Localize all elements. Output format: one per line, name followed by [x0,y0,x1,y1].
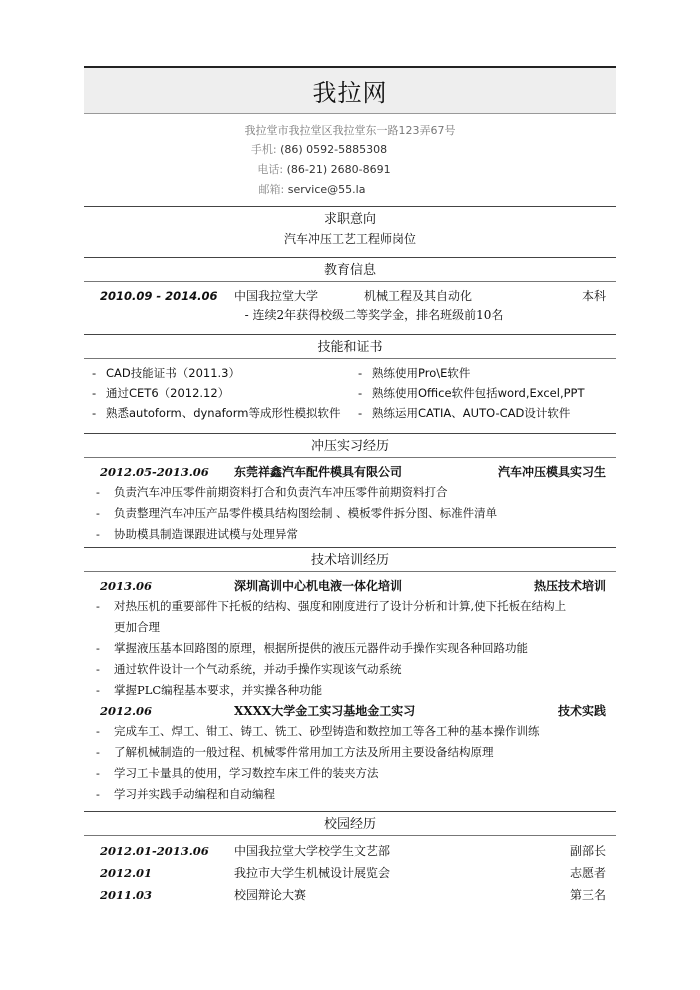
list-item: - 协助模具制造课跟进试模与处理异常 [96,527,298,541]
education-degree: 本科 [581,289,606,303]
campus-role: 第三名 [569,888,606,902]
tel-line [32,160,616,180]
education-section [84,257,616,324]
campus-date: 2011.03 [100,888,153,902]
internship-section [84,433,616,545]
campus-row [84,884,616,906]
list-item: - 完成车工、焊工、钳工、铸工、铣工、砂型铸造和数控加工等各工种的基本操作训练 [96,724,540,738]
list-item: 更加合理 [114,620,160,634]
name-header [84,66,616,114]
campus-row [84,862,616,884]
divider [84,358,616,359]
skills-left-list [84,363,350,423]
education-school: 中国我拉堂大学 [234,289,319,303]
objective-section [84,206,616,249]
training-list [84,596,616,701]
training-date: 2012.06 [100,704,153,718]
campus-section [84,811,616,906]
email-label: 邮箱: [258,183,285,196]
list-item: - 学习并实践手动编程和自动编程 [96,787,275,801]
campus-date: 2012.01-2013.06 [100,844,209,858]
candidate-name: 我拉网 [312,79,388,107]
skill-item: - 熟练使用Pro\E软件 [358,366,471,380]
training-list [84,721,616,805]
list-item: - 负责汽车冲压零件前期资料打合和负责汽车冲压零件前期资料打合 [96,485,448,499]
phone-line [22,140,616,160]
list-item: - 掌握PLC编程基本要求，并实操各种功能 [96,683,323,697]
list-item: - 学习工卡量具的使用，学习数控车床工件的装夹方法 [96,766,379,780]
training-role: 技术实践 [557,704,606,718]
list-item: - 对热压机的重要部件下托板的结构、强度和刚度进行了设计分析和计算,使下托板在结构上 [96,599,567,613]
skills-grid [84,363,616,423]
education-title: 教育信息 [323,263,376,278]
training-org: XXXX大学金工实习基地金工实习 [234,704,416,718]
skill-item: - 熟练使用Office软件包括word,Excel,PPT [358,386,585,400]
training-date: 2013.06 [100,579,153,593]
contact-block [84,122,616,200]
tel-label: 电话: [257,163,284,176]
education-note: - 连续2年获得校级二等奖学金，排名班级前10名 [244,308,504,322]
list-item: - 掌握液压基本回路图的原理，根据所提供的液压元器件动手操作实现各种回路功能 [96,641,528,655]
objective-title: 求职意向 [323,212,376,227]
internship-list [84,482,616,545]
phone-value: (86) 0592-5885308 [280,143,388,156]
internship-title: 冲压实习经历 [310,439,389,454]
divider [84,835,616,836]
education-major: 机械工程及其自动化 [364,289,473,303]
list-item: - 负责整理汽车冲压产品零件模具结构图绘制 、模板零件拆分图、标准件清单 [96,506,498,520]
campus-date: 2012.01 [100,866,153,880]
training-section [84,547,616,805]
address: 我拉堂市我拉堂区我拉堂东一路123弄67号 [244,124,456,137]
campus-org: 我拉市大学生机械设计展览会 [234,866,391,880]
email-line [8,180,616,200]
skill-item: - 熟悉autoform、dynaform等成形性模拟软件 [92,406,341,420]
campus-title: 校园经历 [323,817,376,832]
training-org: 深圳高训中心机电液一体化培训 [234,579,403,593]
skill-item: - CAD技能证书（2011.3） [92,366,240,380]
campus-row [84,840,616,862]
divider [84,457,616,458]
internship-date: 2012.05-2013.06 [100,465,209,479]
campus-org: 校园辩论大赛 [234,888,307,902]
objective-text: 汽车冲压工艺工程师岗位 [283,232,416,246]
list-item: - 通过软件设计一个气动系统，并动手操作实现该气动系统 [96,662,402,676]
tel-value: (86-21) 2680-8691 [286,163,391,176]
divider [84,571,616,572]
resume-page [84,66,616,906]
skills-title: 技能和证书 [317,340,383,355]
internship-company: 东莞祥鑫汽车配件模具有限公司 [234,465,403,479]
education-date: 2010.09 - 2014.06 [100,289,218,303]
skills-section [84,334,616,423]
training-title: 技术培训经历 [310,553,389,568]
list-item: - 了解机械制造的一般过程、机械零件常用加工方法及所用主要设备结构原理 [96,745,494,759]
skills-right-list [350,363,616,423]
phone-label: 手机: [250,143,277,156]
internship-role: 汽车冲压模具实习生 [497,465,606,479]
email-value: service@55.la [287,183,366,196]
education-row [84,286,616,306]
campus-role: 副部长 [569,844,606,858]
training-row [84,701,616,721]
skill-item: - 熟练运用CATIA、AUTO-CAD设计软件 [358,406,571,420]
campus-org: 中国我拉堂大学校学生文艺部 [234,844,391,858]
training-row [84,576,616,596]
internship-row [84,462,616,482]
training-role: 热压技术培训 [533,579,606,593]
divider [84,281,616,282]
skill-item: - 通过CET6（2012.12） [92,386,230,400]
campus-role: 志愿者 [569,866,606,880]
